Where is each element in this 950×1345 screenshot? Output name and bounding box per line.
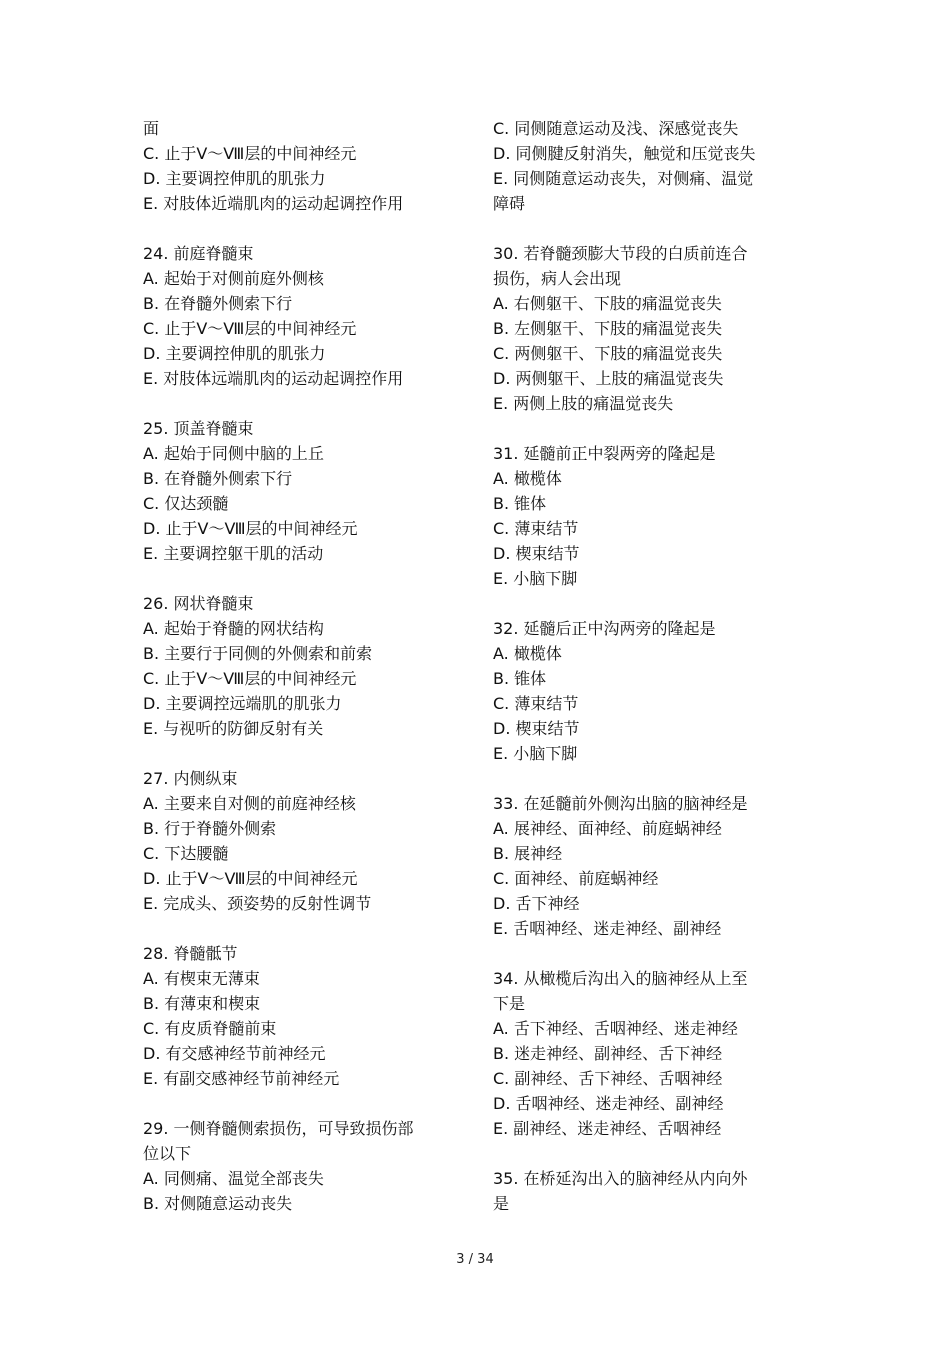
text-line: 下是 bbox=[493, 994, 526, 1013]
text-line: A. 舌下神经、舌咽神经、迷走神经 bbox=[493, 1019, 738, 1038]
text-line: D. 同侧腱反射消失，触觉和压觉丧失 bbox=[493, 144, 756, 163]
text-line: D. 主要调控伸肌的肌张力 bbox=[143, 344, 326, 363]
text-line: D. 两侧躯干、上肢的痛温觉丧失 bbox=[493, 369, 724, 388]
text-line: 损伤，病人会出现 bbox=[493, 269, 622, 288]
page-number: 3 / 34 bbox=[456, 1252, 494, 1267]
question-block bbox=[143, 941, 463, 1091]
question-text-line: 33. 在延髓前外侧沟出脑的脑神经是 bbox=[493, 794, 748, 813]
question-text-line: 30. 若脊髓颈膨大节段的白质前连合 bbox=[493, 244, 748, 263]
right-column bbox=[493, 116, 813, 1241]
question-block bbox=[143, 116, 463, 216]
question-block bbox=[493, 966, 813, 1141]
text-line: C. 下达腰髓 bbox=[143, 844, 229, 863]
text-line: E. 副神经、迷走神经、舌咽神经 bbox=[493, 1119, 722, 1138]
text-line: C. 副神经、舌下神经、舌咽神经 bbox=[493, 1069, 723, 1088]
question-text-line: 面 bbox=[143, 119, 160, 138]
text-line: A. 同侧痛、温觉全部丧失 bbox=[143, 1169, 324, 1188]
text-line: B. 主要行于同侧的外侧索和前索 bbox=[143, 644, 373, 663]
text-line: B. 锥体 bbox=[493, 669, 547, 688]
question-block bbox=[143, 1116, 463, 1216]
text-line: C. 薄束结节 bbox=[493, 694, 579, 713]
text-line: B. 对侧随意运动丧失 bbox=[143, 1194, 293, 1213]
question-text-line: 24. 前庭脊髓束 bbox=[143, 244, 254, 263]
question-block bbox=[493, 441, 813, 591]
question-text-line: 25. 顶盖脊髓束 bbox=[143, 419, 254, 438]
text-line: A. 起始于对侧前庭外侧核 bbox=[143, 269, 324, 288]
text-line: 障碍 bbox=[493, 194, 526, 213]
text-line: C. 两侧躯干、下肢的痛温觉丧失 bbox=[493, 344, 723, 363]
text-line: E. 小脑下脚 bbox=[493, 569, 578, 588]
text-line: 是 bbox=[493, 1194, 510, 1213]
text-line: D. 有交感神经节前神经元 bbox=[143, 1044, 326, 1063]
text-line: E. 对肢体近端肌肉的运动起调控作用 bbox=[143, 194, 404, 213]
question-text-line: 27. 内侧纵束 bbox=[143, 769, 238, 788]
question-text-line: 34. 从橄榄后沟出入的脑神经从上至 bbox=[493, 969, 748, 988]
text-line: A. 起始于同侧中脑的上丘 bbox=[143, 444, 324, 463]
question-block bbox=[493, 116, 813, 216]
text-line: B. 迷走神经、副神经、舌下神经 bbox=[493, 1044, 723, 1063]
text-line: B. 在脊髓外侧索下行 bbox=[143, 469, 293, 488]
text-line: C. 止于Ⅴ～Ⅷ层的中间神经元 bbox=[143, 669, 357, 688]
text-line: A. 橄榄体 bbox=[493, 469, 562, 488]
text-line: 位以下 bbox=[143, 1144, 192, 1163]
text-line: D. 楔束结节 bbox=[493, 544, 580, 563]
text-line: D. 止于Ⅴ～Ⅷ层的中间神经元 bbox=[143, 519, 358, 538]
question-block bbox=[143, 591, 463, 741]
text-line: B. 锥体 bbox=[493, 494, 547, 513]
text-line: B. 有薄束和楔束 bbox=[143, 994, 261, 1013]
text-line: C. 仅达颈髓 bbox=[143, 494, 229, 513]
question-block bbox=[493, 616, 813, 766]
text-line: E. 与视听的防御反射有关 bbox=[143, 719, 324, 738]
text-line: A. 橄榄体 bbox=[493, 644, 562, 663]
question-text-line: 32. 延髓后正中沟两旁的隆起是 bbox=[493, 619, 716, 638]
text-line: E. 对肢体远端肌肉的运动起调控作用 bbox=[143, 369, 404, 388]
question-text-line: 29. 一侧脊髓侧索损伤，可导致损伤部 bbox=[143, 1119, 414, 1138]
text-line: A. 起始于脊髓的网状结构 bbox=[143, 619, 324, 638]
question-text-line: C. 同侧随意运动及浅、深感觉丧失 bbox=[493, 119, 739, 138]
text-line: C. 有皮质脊髓前束 bbox=[143, 1019, 277, 1038]
text-line: E. 有副交感神经节前神经元 bbox=[143, 1069, 340, 1088]
text-line: B. 左侧躯干、下肢的痛温觉丧失 bbox=[493, 319, 723, 338]
text-line: E. 小脑下脚 bbox=[493, 744, 578, 763]
text-line: D. 楔束结节 bbox=[493, 719, 580, 738]
text-line: B. 在脊髓外侧索下行 bbox=[143, 294, 293, 313]
question-block bbox=[493, 791, 813, 941]
text-line: D. 主要调控伸肌的肌张力 bbox=[143, 169, 326, 188]
text-line: E. 主要调控躯干肌的活动 bbox=[143, 544, 324, 563]
question-text-line: 28. 脊髓骶节 bbox=[143, 944, 238, 963]
text-line: E. 舌咽神经、迷走神经、副神经 bbox=[493, 919, 722, 938]
text-line: E. 同侧随意运动丧失，对侧痛、温觉 bbox=[493, 169, 754, 188]
question-block bbox=[143, 766, 463, 916]
text-line: A. 展神经、面神经、前庭蜗神经 bbox=[493, 819, 722, 838]
question-block bbox=[143, 416, 463, 566]
question-block bbox=[143, 241, 463, 391]
text-line: C. 止于Ⅴ～Ⅷ层的中间神经元 bbox=[143, 144, 357, 163]
text-line: C. 止于Ⅴ～Ⅷ层的中间神经元 bbox=[143, 319, 357, 338]
text-line: C. 薄束结节 bbox=[493, 519, 579, 538]
text-line: E. 完成头、颈姿势的反射性调节 bbox=[143, 894, 372, 913]
question-text-line: 31. 延髓前正中裂两旁的隆起是 bbox=[493, 444, 716, 463]
text-line: A. 右侧躯干、下肢的痛温觉丧失 bbox=[493, 294, 722, 313]
text-line: B. 展神经 bbox=[493, 844, 563, 863]
text-line: C. 面神经、前庭蜗神经 bbox=[493, 869, 659, 888]
text-line: B. 行于脊髓外侧索 bbox=[143, 819, 277, 838]
question-block bbox=[493, 1166, 813, 1216]
text-line: E. 两侧上肢的痛温觉丧失 bbox=[493, 394, 674, 413]
left-column bbox=[143, 116, 463, 1241]
question-text-line: 35. 在桥延沟出入的脑神经从内向外 bbox=[493, 1169, 748, 1188]
text-line: D. 止于Ⅴ～Ⅷ层的中间神经元 bbox=[143, 869, 358, 888]
question-block bbox=[493, 241, 813, 416]
text-line: A. 有楔束无薄束 bbox=[143, 969, 260, 988]
text-line: D. 主要调控远端肌的肌张力 bbox=[143, 694, 342, 713]
text-line: D. 舌下神经 bbox=[493, 894, 580, 913]
text-line: D. 舌咽神经、迷走神经、副神经 bbox=[493, 1094, 724, 1113]
question-text-line: 26. 网状脊髓束 bbox=[143, 594, 254, 613]
text-line: A. 主要来自对侧的前庭神经核 bbox=[143, 794, 356, 813]
